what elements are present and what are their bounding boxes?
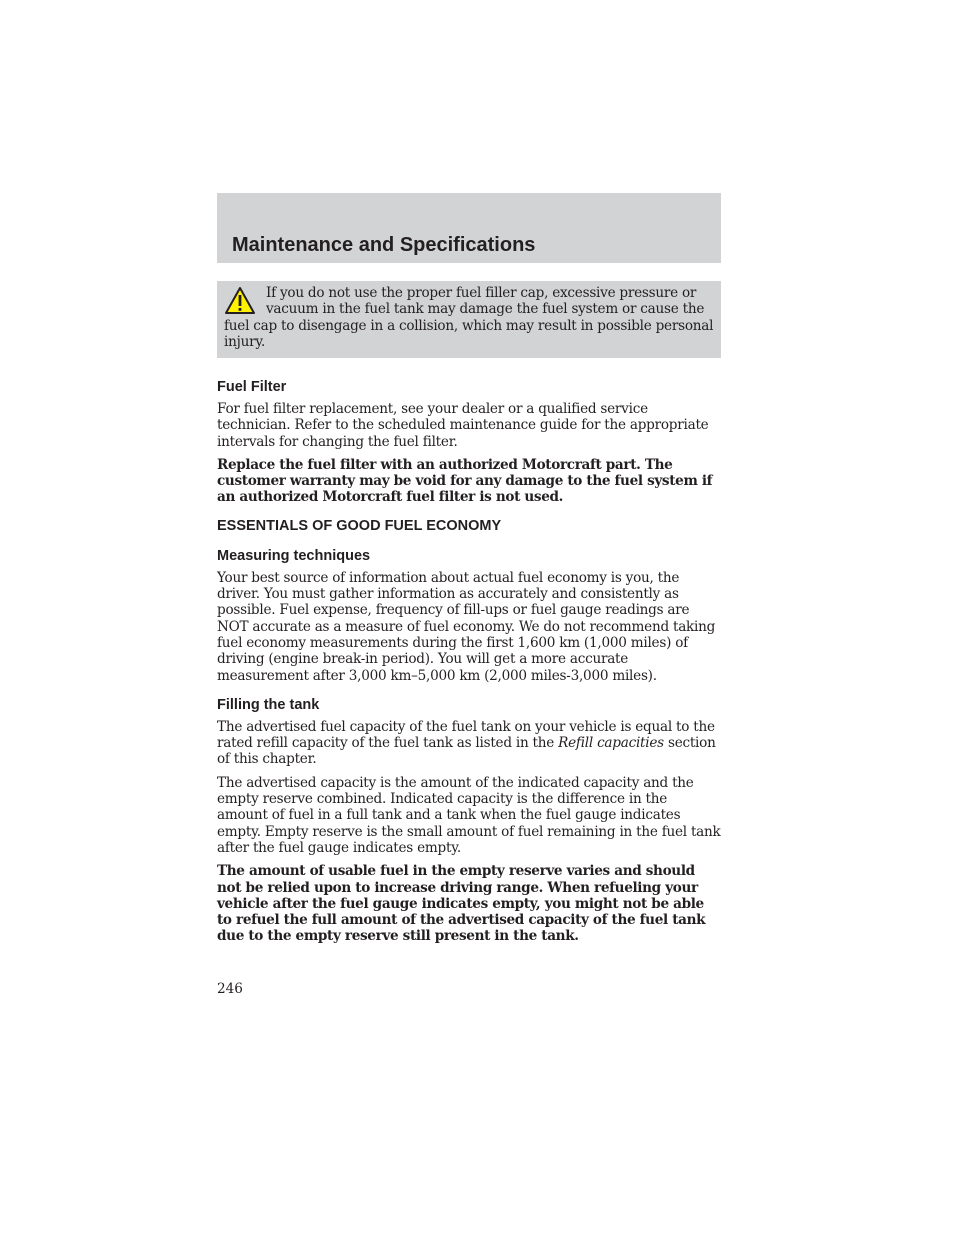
filling-paragraph-1 <box>217 719 721 768</box>
filling-warning-paragraph: The amount of usable fuel in the empty reserve varies and should not be relied upon to increase driving range. When refueling your vehicle after the fuel gauge indicates empty, you might not be able to refuel the full amount of the advertised capacity of the fuel tank due to the empty reserve still present in the tank. <box>217 863 706 945</box>
warning-icon-spacer <box>224 285 266 317</box>
fuel-filter-warning-paragraph: Replace the fuel filter with an authorized Motorcraft part. The customer warranty may be void for any damage to the fuel system if an authorized Motorcraft fuel filter is not used. <box>217 456 713 506</box>
warning-text: If you do not use the proper fuel filler cap, excessive pressure or vacuum in the fuel tank may damage the fuel system or cause the fuel cap to disengage in a collision, which may result in possible personal injury. <box>224 285 714 350</box>
section-header-band <box>217 193 721 263</box>
filling-heading: Filling the tank <box>217 696 320 713</box>
essentials-heading: ESSENTIALS OF GOOD FUEL ECONOMY <box>217 517 502 534</box>
fuel-filter-heading: Fuel Filter <box>217 379 287 395</box>
warning-box <box>217 281 721 358</box>
filling-paragraph-2: The advertised capacity is the amount of the indicated capacity and the empty reserve combined. Indicated capacity is the difference in the amount of fuel in a full tank and a tank when the fuel gauge indicates empty. Empty reserve is the small amount of fuel remaining in the fuel tank after the fuel gauge indicates empty. <box>217 774 721 856</box>
main-content <box>217 378 721 945</box>
warning-paragraph <box>224 285 716 350</box>
section-title: Maintenance and Specifications <box>232 234 536 256</box>
filling-paragraph-1-end: section of this chapter. <box>217 735 716 768</box>
page-number: 246 <box>217 981 243 997</box>
refill-capacities-reference: Refill capacities <box>558 735 664 752</box>
measuring-heading: Measuring techniques <box>217 547 371 564</box>
measuring-paragraph: Your best source of information about actual fuel economy is you, the driver. You must gather information as accurately and consistently as possible. Fuel expense, frequency of fill-ups or fuel gauge readings are NOT accurate as a measure of fuel economy. We do not recommend taking fuel economy measurements during the first 1,600 km (1,000 miles) of driving (engine break-in period). You will get a more accurate measurement after 3,000 km–5,000 km (2,000 miles-3,000 miles). <box>217 569 716 684</box>
fuel-filter-paragraph: For fuel filter replacement, see your dealer or a qualified service technician. Refer to the scheduled maintenance guide for the appropriate intervals for changing the fuel filter. <box>217 401 709 450</box>
filling-paragraph-1-text: The advertised fuel capacity of the fuel tank on your vehicle is equal to the rated refill capacity of the fuel tank as listed in the <box>217 718 715 752</box>
